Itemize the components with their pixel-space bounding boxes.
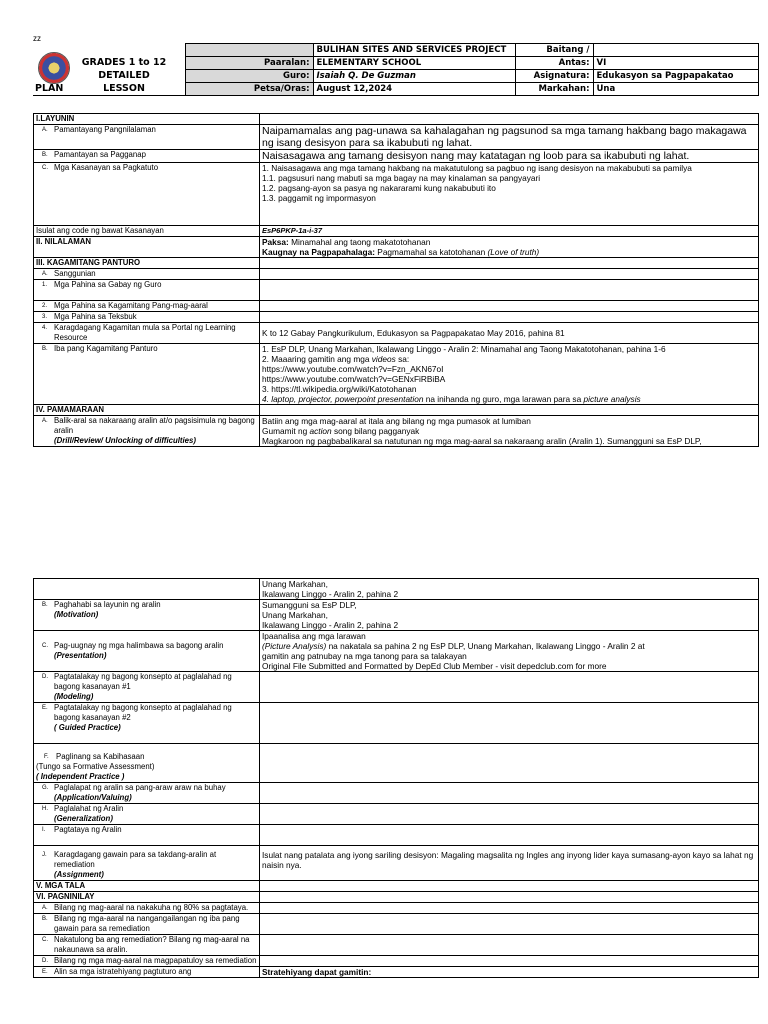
- quarter-label: Markahan:: [515, 83, 593, 96]
- kasanayan-value: 1. Naisasagawa ang mga tamang hakbang na makatutulong sa pagbuo ng isang desisyon na makabubuti sa pamilya 1.1. pagsusuri nang mabuti sa mga bagay na may kinalaman sa pangyayari 1.2. pagsang-ayon sa pasya ng nakararami kung nakabubuti ito 1.3. paggamit ng impormasyon: [260, 163, 759, 226]
- school-name-line1: BULIHAN SITES AND SERVICES PROJECT: [313, 44, 515, 57]
- portal-label: 4. Karagdagang Kagamitan mula sa Portal ng Learning Resource: [34, 323, 260, 344]
- kasanayan-label: C. Mga Kasanayan sa Pagkatuto: [34, 163, 260, 226]
- section-kagamitan: III. KAGAMITANG PANTURO: [34, 258, 260, 269]
- nilalaman-value: Paksa: Minamahal ang taong makatotohanan Kaugnay na Pagpapahalaga: Pagmamahal sa katotohanan (Love of truth): [260, 237, 759, 258]
- assignment-value: Isulat nang patalata ang iyong sariling desisyon: Magaling magsalita ng Ingles ang inyong lider kaya sumasang-ayon kayo sa lahat ng naisin nya.: [260, 846, 759, 881]
- quarter-value: Una: [593, 83, 758, 96]
- pagninilay-e-value: Stratehiyang dapat gamitin:: [260, 967, 759, 978]
- subject-label: Asignatura:: [515, 70, 593, 83]
- plan-title-plan: PLAN: [35, 83, 64, 94]
- teksbuk-label: 3. Mga Pahina sa Teksbuk: [34, 312, 260, 323]
- lesson-table-page1: [33, 113, 759, 447]
- deped-seal-icon: [38, 52, 70, 84]
- portal-value: K to 12 Gabay Pangkurikulum, Edukasyon sa Pagpapakatao May 2016, pahina 81: [260, 323, 759, 344]
- pagninilay-a-label: A. Bilang ng mag-aaral na nakakuha ng 80% sa pagtataya.: [34, 903, 260, 914]
- presentation-label: C. Pag-uugnay ng mga halimbawa sa bagong aralin (Presentation): [34, 631, 260, 672]
- teacher-label: Guro:: [185, 70, 313, 83]
- independent-practice-label: F. Paglinang sa Kabihasaan (Tungo sa Formative Assessment) ( Independent Practice ): [34, 744, 260, 783]
- lesson-header-table: [33, 43, 759, 96]
- pamantayang-pangnilalaman-label: A. Pamantayang Pangnilalaman: [34, 125, 260, 150]
- gabay-guro-label: 1. Mga Pahina sa Gabay ng Guro: [34, 280, 260, 301]
- balik-aral-value: Batiin ang mga mag-aaral at itala ang bilang ng mga pumasok at lumiban Gumamit ng action song bilang pagganyak Magkaroon ng pagbabalikaral sa natutunan ng mga mag-aaral sa nakaraang aralin (Aralin 1). Sumangguni sa EsP DLP,: [260, 416, 759, 447]
- code-value: EsP6PKP-1a-i-37: [260, 226, 759, 237]
- motivation-value: Sumangguni sa EsP DLP, Unang Markahan, Ikalawang Linggo - Aralin 2, pahina 2: [260, 600, 759, 631]
- grade-label: Baitang /: [515, 44, 593, 57]
- grade-value: VI: [593, 57, 758, 70]
- grade-label-2: Antas:: [515, 57, 593, 70]
- application-label: G. Paglalapat ng aralin sa pang-araw araw na buhay (Application/Valuing): [34, 783, 260, 804]
- modeling-label: D. Pagtatalakay ng bagong konsepto at paglalahad ng bagong kasanayan #1 (Modeling): [34, 672, 260, 703]
- motivation-label: B. Paghahabi sa layunin ng aralin (Motivation): [34, 600, 260, 631]
- iba-pang-kagamitan-label: B. Iba pang Kagamitang Panturo: [34, 344, 260, 405]
- school-name-line2: ELEMENTARY SCHOOL: [313, 57, 515, 70]
- presentation-value: Ipaanalisa ang mga larawan (Picture Analysis) na nakatala sa pahina 2 ng EsP DLP, Unang Markahan, Ikalawang Linggo - Aralin 2 at gamitin ang patnubay na mga tanong para sa talakayan Original File Submitted and Formatted by DepEd Club Member - visit depedclub.com for more: [260, 631, 759, 672]
- date-label: Petsa/Oras:: [185, 83, 313, 96]
- generalization-label: H. Paglalahat ng Aralin (Generalization): [34, 804, 260, 825]
- balik-aral-continued: Unang Markahan, Ikalawang Linggo - Aralin 2, pahina 2: [260, 579, 759, 600]
- section-pagninilay: VI. PAGNINILAY: [34, 892, 260, 903]
- section-mga-tala: V. MGA TALA: [34, 881, 260, 892]
- section-pamamaraan: IV. PAMAMARAAN: [34, 405, 260, 416]
- section-nilalaman: II. NILALAMAN: [34, 237, 260, 258]
- pamantayang-pangnilalaman-value: Naipamamalas ang pag-unawa sa kahalagahan ng pagsunod sa mga tamang hakbang bago makagawa ng isang desisyon para sa ikabubuti ng lahat.: [260, 125, 759, 150]
- school-label: Paaralan:: [185, 57, 313, 70]
- teacher-value: Isaiah Q. De Guzman: [313, 70, 515, 83]
- iba-pang-kagamitan-value: 1. EsP DLP, Unang Markahan, Ikalawang Linggo - Aralin 2: Minamahal ang Taong Makatotohanan, pahina 1-6 2. Maaaring gamitin ang mga videos sa: https://www.youtube.com/watch?v=Fzn_AKN67oI https://www.youtube.com/watch?v=GENxFiRBiBA 3. https://tl.wikipedia.org/wiki/Katotohanan 4. laptop, projector, powerpoint presentation na inihanda ng guro, mga larawan para sa picture analysis: [260, 344, 759, 405]
- balik-aral-label: A. Balik-aral sa nakaraang aralin at/o pagsisimula ng bagong aralin (Drill/Review/ Unlocking of difficulties): [34, 416, 260, 447]
- pagninilay-c-label: C. Nakatulong ba ang remediation? Bilang ng mag-aaral na nakaunawa sa aralin.: [34, 935, 260, 956]
- section-layunin: I.LAYUNIN: [34, 114, 260, 125]
- pagninilay-d-label: D. Bilang ng mga mag-aaral na magpapatuloy sa remediation: [34, 956, 260, 967]
- assignment-label: J. Karagdagang gawain para sa takdang-aralin at remediation (Assignment): [34, 846, 260, 881]
- plan-title: GRADES 1 to 12 DETAILED LESSON: [81, 56, 167, 94]
- pagninilay-b-label: B. Bilang ng mga-aaral na nangangailangan ng iba pang gawain para sa remediation: [34, 914, 260, 935]
- subject-value: Edukasyon sa Pagpapakatao: [593, 70, 758, 83]
- pagtataya-label: I. Pagtataya ng Aralin: [34, 825, 260, 846]
- sanggunian-label: A. Sanggunian: [34, 269, 260, 280]
- corner-text: zz: [33, 34, 41, 43]
- date-value: August 12,2024: [313, 83, 515, 96]
- kagamitang-mag-aaral-label: 2. Mga Pahina sa Kagamitang Pang-mag-aaral: [34, 301, 260, 312]
- code-label: Isulat ang code ng bawat Kasanayan: [34, 226, 260, 237]
- header-logo-cell: [33, 44, 185, 96]
- pamantayan-pagganap-label: B. Pamantayan sa Pagganap: [34, 150, 260, 163]
- pamantayan-pagganap-value: Naisasagawa ang tamang desisyon nang may katatagan ng loob para sa ikabubuti ng lahat.: [260, 150, 759, 163]
- guided-practice-label: E. Pagtatalakay ng bagong konsepto at paglalahad ng bagong kasanayan #2 ( Guided Practice): [34, 703, 260, 744]
- lesson-table-page2: [33, 578, 759, 978]
- pagninilay-e-label: E. Alin sa mga istratehiyang pagtuturo ang: [34, 967, 260, 978]
